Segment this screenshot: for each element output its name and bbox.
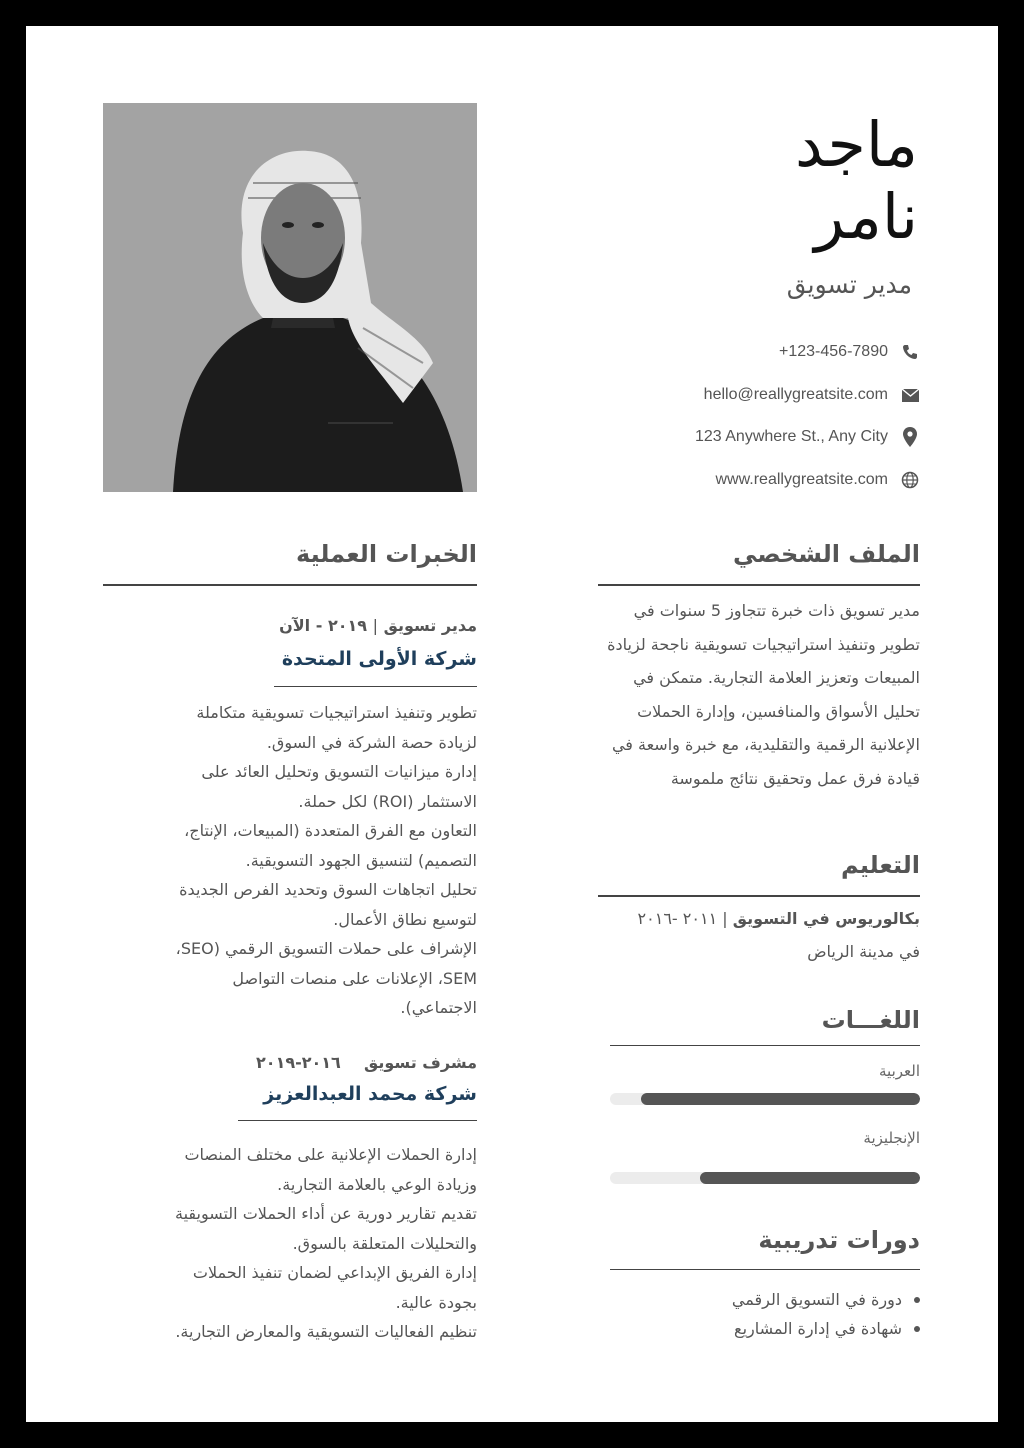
language-english-bar (610, 1172, 920, 1184)
contact-address (580, 424, 920, 450)
job-1-role: مدير تسويق (383, 616, 477, 635)
languages-divider (610, 1045, 920, 1046)
education-place: في مدينة الرياض (807, 942, 920, 961)
job-2-description: إدارة الحملات الإعلانية على مختلف المنصات وزيادة الوعي بالعلامة التجارية. تقديم تقارير دورية عن أداء الحملات التسويقية والتحليلات المتعلقة بالسوق. إدارة الفريق الإبداعي لضمان تنفيذ الحملات بجودة عالية. تنظيم الفعاليات التسويقية والمعارض التجارية. (174, 1145, 477, 1341)
person-portrait-image (103, 103, 477, 492)
resume-page (26, 26, 998, 1422)
education-heading: التعليم (841, 851, 920, 879)
name-line-1: ماجد (795, 108, 918, 181)
phone-icon (900, 342, 920, 362)
job-2-role: مشرف تسويق (363, 1053, 477, 1072)
profile-photo (103, 103, 477, 492)
courses-heading: دورات تدريبية (758, 1226, 920, 1254)
education-line: بكالوريوس في التسويق | ٢٠١١ -٢٠١٦ (637, 909, 920, 928)
location-pin-icon (900, 427, 920, 447)
job-1-description: تطوير وتنفيذ استراتيجيات تسويقية متكاملة لزيادة حصة الشركة في السوق. إدارة ميزانيات التسويق وتحليل العائد على الاستثمار (ROI) لكل حملة. التعاون مع الفرق المتعددة (المبيعات، الإنتاج، التصميم) لتنسيق الجهود التسويقية. تحليل اتجاهات السوق وتحديد الفرص الجديدة لتوسيع نطاق الأعمال. الإشراف على حملات التسويق الرقمي (SEO، SEM، الإعلانات على منصات التواصل الاجتماعي). (175, 703, 477, 1017)
contact-email-text: hello@reallygreatsite.com (703, 386, 888, 403)
education-divider (598, 895, 920, 897)
course-item: دورة في التسويق الرقمي (620, 1290, 920, 1309)
course-item: شهادة في إدارة المشاريع (620, 1319, 920, 1338)
courses-list (620, 1290, 920, 1338)
contact-email (580, 382, 920, 408)
job-title: مدير تسويق (786, 270, 912, 299)
languages-heading: اللغـــات (821, 1006, 920, 1034)
contact-website (580, 467, 920, 493)
contact-phone (580, 339, 920, 365)
education-degree: بكالوريوس في التسويق (732, 909, 920, 928)
language-arabic-label: العربية (879, 1062, 920, 1080)
job-2-header (103, 1053, 477, 1072)
name-line-2: نامر (814, 180, 918, 253)
education-years: ٢٠١١ -٢٠١٦ (637, 909, 718, 928)
contact-website-text: www.reallygreatsite.com (715, 471, 888, 488)
job-1-header: مدير تسويق | ٢٠١٩ - الآن (279, 616, 477, 635)
profile-heading: الملف الشخصي (733, 540, 920, 568)
profile-divider (598, 584, 920, 586)
bullet-icon (914, 1297, 920, 1303)
language-english-label: الإنجليزية (863, 1129, 920, 1147)
contact-address-text: 123 Anywhere St., Any City (695, 428, 888, 445)
job-2-divider (238, 1120, 477, 1121)
job-2-company: شركة محمد العبدالعزيز (263, 1083, 477, 1105)
profile-text: مدير تسويق ذات خبرة تتجاوز 5 سنوات في تطوير وتنفيذ استراتيجيات تسويقية ناجحة لزيادة المبيعات وتعزيز العلامة التجارية. متمكن في تحليل الأسواق والمنافسين، وإدارة الحملات الإعلانية الرقمية والتقليدية، مع خبرة واسعة في قيادة فرق عمل وتحقيق نتائج ملموسة (607, 601, 920, 788)
experience-divider (103, 584, 477, 586)
experience-heading: الخبرات العملية (296, 540, 477, 568)
globe-icon (900, 470, 920, 490)
language-arabic-level (641, 1093, 920, 1105)
job-1-years: ٢٠١٩ - الآن (279, 616, 368, 635)
mail-icon (900, 385, 920, 405)
job-1-company: شركة الأولى المتحدة (281, 648, 477, 670)
language-english-level (700, 1172, 920, 1184)
bullet-icon (914, 1326, 920, 1332)
language-arabic-bar (610, 1093, 920, 1105)
job-2-years: ٢٠١٦-٢٠١٩ (256, 1053, 341, 1072)
contact-phone-text: +123-456-7890 (779, 343, 888, 360)
courses-divider (610, 1269, 920, 1270)
job-1-divider (274, 686, 477, 687)
